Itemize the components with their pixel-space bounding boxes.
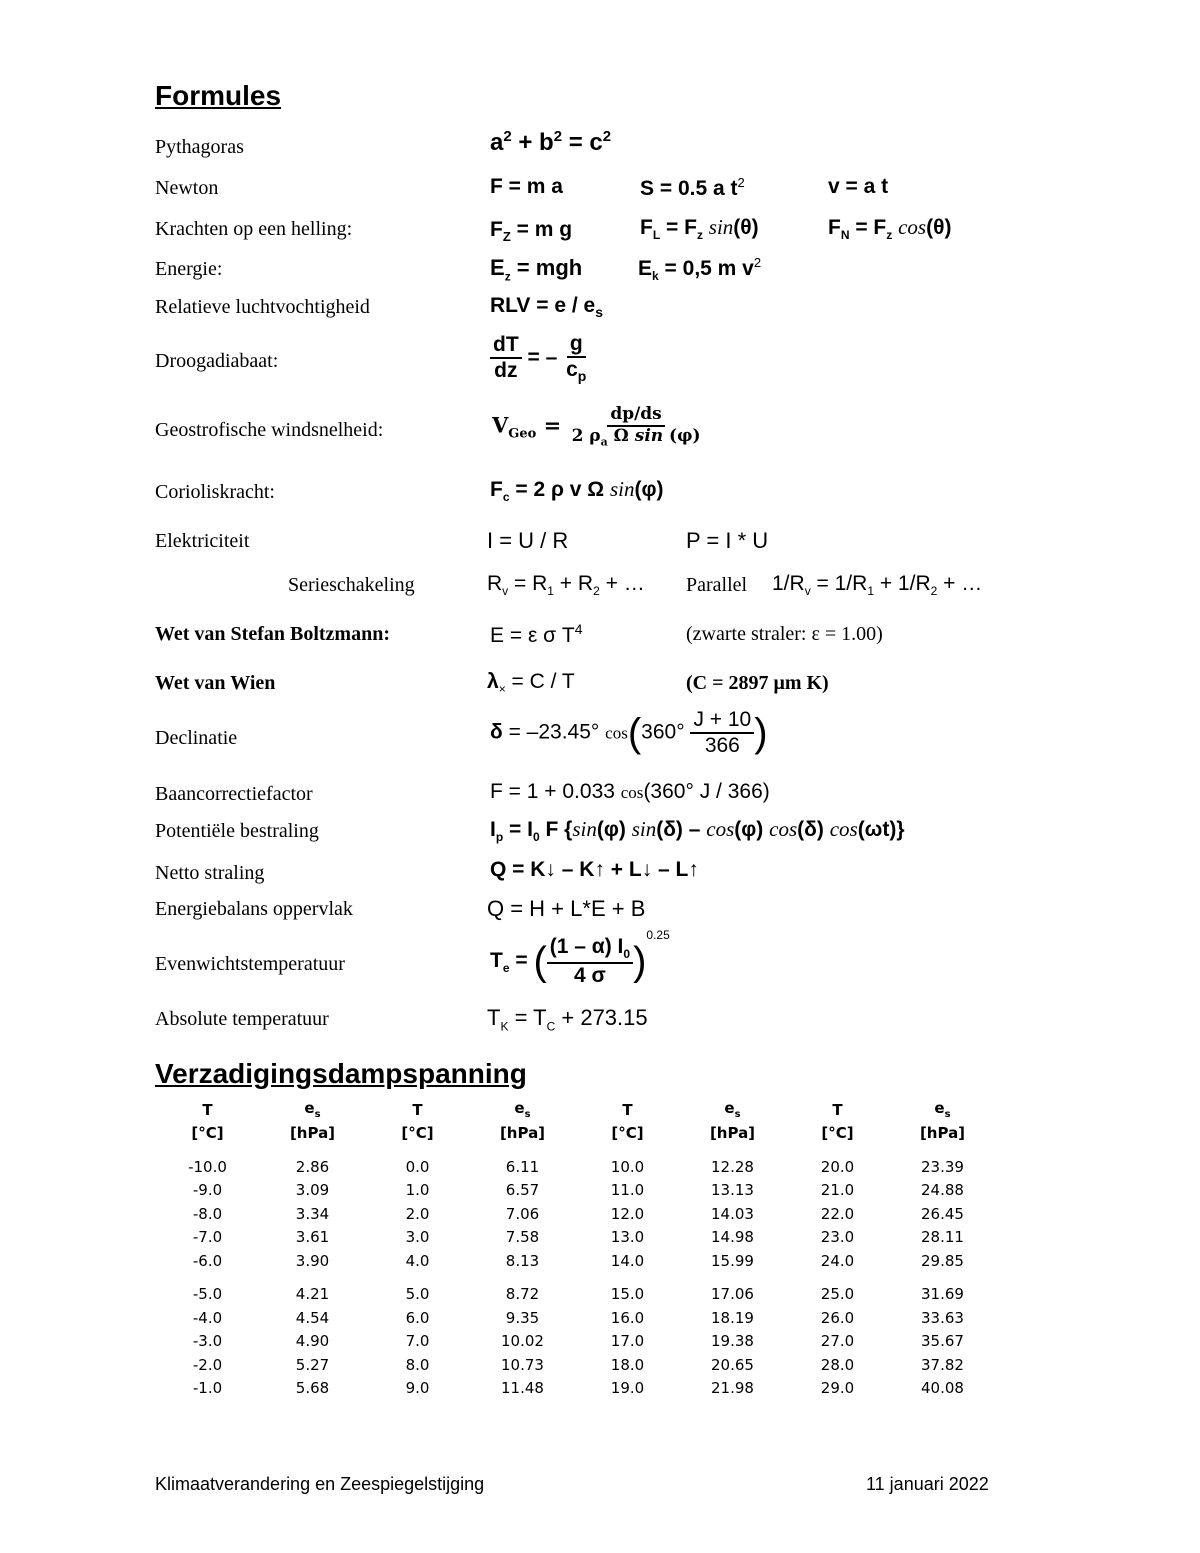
header-es: $e_s$ <box>934 1099 951 1121</box>
pressure-cell: 37.82 <box>921 1355 964 1374</box>
pressure-cell: 6.57 <box>505 1181 540 1200</box>
formula-geostrofisch: $V_{Geo}$ = $\frac{dp/ds}{2 \rho_a \Omega \sin (\varphi)}$ <box>492 404 701 448</box>
pressure-cell: 3.61 <box>295 1228 330 1247</box>
pressure-cell: 24.88 <box>921 1181 964 1200</box>
label-baan: Baancorrectiefactor <box>155 783 313 805</box>
temperature-cell: 26.0 <box>820 1308 855 1327</box>
pressure-cell: 23.39 <box>921 1157 964 1176</box>
header-t: T <box>412 1100 423 1119</box>
temperature-cell: 27.0 <box>820 1332 855 1351</box>
table-row <box>155 1179 995 1203</box>
table-row <box>155 1155 995 1179</box>
pressure-cell: 14.03 <box>711 1204 754 1223</box>
pressure-cell: 33.63 <box>921 1308 964 1327</box>
formula-potentiele: $I_p = I_0$ F {sin(φ) sin(δ) – cos(φ) cos(δ) cos(ωt)} <box>490 817 905 845</box>
temperature-cell: 7.0 <box>405 1332 430 1351</box>
stefan-note: (zwarte straler: ε = 1.00) <box>686 623 883 645</box>
temperature-cell: 15.0 <box>610 1285 645 1304</box>
formules-heading: Formules <box>155 80 282 111</box>
formula-netto: Q = K↓ – K↑ + L↓ – L↑ <box>490 858 699 881</box>
label-evenwicht: Evenwichtstemperatuur <box>155 953 345 975</box>
temperature-cell: -2.0 <box>192 1355 223 1374</box>
formula-rlv-text: RLV = e / e <box>490 294 596 317</box>
label-decl: Declinatie <box>155 727 238 749</box>
formula-declinatie: δ = –23.45° cos(360° $\frac{J + 10}{366}$ ) <box>490 708 768 758</box>
label-netto: Netto straling <box>155 862 265 884</box>
unit-c: [°C] <box>401 1124 434 1143</box>
unit-c: [°C] <box>821 1124 854 1143</box>
table-row <box>155 1330 995 1354</box>
table-header-row <box>155 1098 995 1122</box>
temperature-cell: -6.0 <box>192 1251 223 1270</box>
label-serie: Serieschakeling <box>288 574 415 596</box>
pressure-cell: 20.65 <box>711 1355 754 1374</box>
table-row <box>155 1202 995 1226</box>
pressure-cell: 3.09 <box>295 1181 330 1200</box>
formula-parallel: $1/R_v = 1/R_1 + 1/R_2$ + … <box>772 572 983 599</box>
pressure-cell: 5.27 <box>295 1355 330 1374</box>
formula-serie: $R_v = R_1 + R_2$ + … <box>487 572 645 599</box>
saturation-table <box>155 1098 995 1400</box>
temperature-cell: 25.0 <box>820 1285 855 1304</box>
pressure-cell: 13.13 <box>711 1181 754 1200</box>
label-krachten: Krachten op een helling: <box>155 218 353 240</box>
pressure-cell: 4.90 <box>295 1332 330 1351</box>
verzadiging-heading: Verzadigingsdampspanning <box>155 1058 527 1089</box>
pressure-cell: 2.86 <box>295 1157 330 1176</box>
temperature-cell: 9.0 <box>405 1379 430 1398</box>
pressure-cell: 8.13 <box>505 1251 540 1270</box>
formula-fn: $F_N = F_z$ cos(θ) <box>828 215 952 243</box>
label-rlv: Relatieve luchtvochtigheid <box>155 296 370 318</box>
unit-hpa: [hPa] <box>289 1124 336 1143</box>
temperature-cell: 28.0 <box>820 1355 855 1374</box>
formula-elek-power: P = I * U <box>686 528 769 553</box>
pressure-cell: 7.58 <box>505 1228 540 1247</box>
pressure-cell: 29.85 <box>921 1251 964 1270</box>
pressure-cell: 40.08 <box>921 1379 964 1398</box>
unit-hpa: [hPa] <box>709 1124 756 1143</box>
formula-rlv: RLV = e / $e_s$ <box>490 294 604 321</box>
temperature-cell: 19.0 <box>610 1379 645 1398</box>
pressure-cell: 12.28 <box>711 1157 754 1176</box>
table-body-b <box>155 1283 995 1401</box>
pressure-cell: 17.06 <box>711 1285 754 1304</box>
header-t: T <box>202 1100 213 1119</box>
formula-newton-force: F = m a <box>490 175 563 198</box>
pressure-cell: 3.90 <box>295 1251 330 1270</box>
formula-elek-ohm: I = U / R <box>487 528 569 553</box>
pressure-cell: 9.35 <box>505 1308 540 1327</box>
pressure-cell: 6.11 <box>505 1157 540 1176</box>
pressure-cell: 35.67 <box>921 1332 964 1351</box>
label-elek: Elektriciteit <box>155 530 250 552</box>
formula-ek: $E_k = 0,5$ m $v^2$ <box>638 255 762 284</box>
temperature-cell: 21.0 <box>820 1181 855 1200</box>
formula-absolute: $T_K = T_C + 273.15$ <box>487 1005 648 1034</box>
pressure-cell: 26.45 <box>921 1204 964 1223</box>
pressure-cell: 19.38 <box>711 1332 754 1351</box>
temperature-cell: 5.0 <box>405 1285 430 1304</box>
temperature-cell: 20.0 <box>820 1157 855 1176</box>
temperature-cell: 4.0 <box>405 1251 430 1270</box>
temperature-cell: -1.0 <box>192 1379 223 1398</box>
pressure-cell: 5.68 <box>295 1379 330 1398</box>
formula-coriolis: $F_c = 2$ ρ v Ω sin(φ) <box>490 477 664 505</box>
temperature-cell: 6.0 <box>405 1308 430 1327</box>
temperature-cell: -10.0 <box>188 1157 227 1176</box>
pressure-cell: 15.99 <box>711 1251 754 1270</box>
pressure-cell: 10.73 <box>501 1355 544 1374</box>
temperature-cell: 22.0 <box>820 1204 855 1223</box>
pressure-cell: 28.11 <box>921 1228 964 1247</box>
label-parallel: Parallel <box>686 574 748 596</box>
pressure-cell: 8.72 <box>505 1285 540 1304</box>
pressure-cell: 18.19 <box>711 1308 754 1327</box>
table-row <box>155 1249 995 1273</box>
pressure-cell: 11.48 <box>501 1379 544 1398</box>
label-energie: Energie: <box>155 258 223 280</box>
formula-energiebalans: Q = H + L*E + B <box>487 896 646 921</box>
temperature-cell: -4.0 <box>192 1308 223 1327</box>
formula-newton-velocity: v = a t <box>828 175 889 198</box>
pressure-cell: 7.06 <box>505 1204 540 1223</box>
table-row <box>155 1226 995 1250</box>
label-potent: Potentiële bestraling <box>155 820 319 842</box>
temperature-cell: 1.0 <box>405 1181 430 1200</box>
pressure-cell: 3.34 <box>295 1204 330 1223</box>
unit-c: [°C] <box>611 1124 644 1143</box>
temperature-cell: -3.0 <box>192 1332 223 1351</box>
temperature-cell: 29.0 <box>820 1379 855 1398</box>
table-row <box>155 1353 995 1377</box>
temperature-cell: -7.0 <box>192 1228 223 1247</box>
table-row <box>155 1306 995 1330</box>
temperature-cell: 24.0 <box>820 1251 855 1270</box>
formula-evenwicht: $T_e$ = ( $\frac{(1 - \alpha) I_0}{4 \sigma}$ )$^{0.25}$ <box>490 928 670 987</box>
temperature-cell: 18.0 <box>610 1355 645 1374</box>
table-row <box>155 1377 995 1401</box>
formula-ez: $E_z$ = mgh <box>490 255 583 284</box>
wien-note: (C = 2897 μm K) <box>686 672 829 694</box>
formula-fz: $F_Z = m$ g <box>490 218 573 245</box>
table-body-a <box>155 1155 995 1273</box>
formula-pythagoras: $a^2 + b^2 = c^2$ <box>490 128 612 156</box>
label-pythagoras: Pythagoras <box>155 136 244 158</box>
temperature-cell: 10.0 <box>610 1157 645 1176</box>
temperature-cell: 2.0 <box>405 1204 430 1223</box>
temperature-cell: 23.0 <box>820 1228 855 1247</box>
pressure-cell: 4.21 <box>295 1285 330 1304</box>
label-corio: Corioliskracht: <box>155 481 275 503</box>
footer-date: 11 januari 2022 <box>866 1474 989 1494</box>
temperature-cell: -8.0 <box>192 1204 223 1223</box>
unit-hpa: [hPa] <box>499 1124 546 1143</box>
header-es: $e_s$ <box>304 1099 321 1121</box>
temperature-cell: 0.0 <box>405 1157 430 1176</box>
formula-baancorrectie: F = 1 + 0.033 cos(360° J / 366) <box>490 780 770 803</box>
label-geo: Geostrofische windsnelheid: <box>155 419 384 441</box>
table-units-row <box>155 1122 995 1146</box>
unit-c: [°C] <box>191 1124 224 1143</box>
temperature-cell: 12.0 <box>610 1204 645 1223</box>
temperature-cell: 3.0 <box>405 1228 430 1247</box>
label-wien: Wet van Wien <box>155 672 276 694</box>
header-t: T <box>622 1100 633 1119</box>
header-es: $e_s$ <box>514 1099 531 1121</box>
label-absolute: Absolute temperatuur <box>155 1008 329 1030</box>
temperature-cell: 14.0 <box>610 1251 645 1270</box>
formula-droogadiabaat: $\frac{dT}{dz}$ = – $\frac{g}{c_p}$ <box>490 332 589 384</box>
footer-title: Klimaatverandering en Zeespiegelstijging <box>155 1474 485 1494</box>
formula-wien: $\lambda_\times = C / T$ <box>487 670 575 697</box>
pressure-cell: 31.69 <box>921 1285 964 1304</box>
pressure-cell: 4.54 <box>295 1308 330 1327</box>
unit-hpa: [hPa] <box>919 1124 966 1143</box>
formula-fl: $F_L = F_z$ sin(θ) <box>640 215 759 243</box>
formula-stefan: E = ε σ $T^4$ <box>490 621 583 647</box>
pressure-cell: 14.98 <box>711 1228 754 1247</box>
label-energiebal: Energiebalans oppervlak <box>155 898 353 920</box>
temperature-cell: 11.0 <box>610 1181 645 1200</box>
temperature-cell: 8.0 <box>405 1355 430 1374</box>
temperature-cell: 13.0 <box>610 1228 645 1247</box>
pressure-cell: 10.02 <box>501 1332 544 1351</box>
temperature-cell: -9.0 <box>192 1181 223 1200</box>
table-row <box>155 1283 995 1307</box>
header-es: $e_s$ <box>724 1099 741 1121</box>
label-droog: Droogadiabaat: <box>155 350 279 372</box>
label-stefan: Wet van Stefan Boltzmann: <box>155 623 390 645</box>
label-newton: Newton <box>155 177 219 199</box>
pressure-cell: 21.98 <box>711 1379 754 1398</box>
formula-newton-distance: S = 0.5 a $t^2$ <box>640 175 745 200</box>
temperature-cell: 17.0 <box>610 1332 645 1351</box>
temperature-cell: -5.0 <box>192 1285 223 1304</box>
temperature-cell: 16.0 <box>610 1308 645 1327</box>
header-t: T <box>832 1100 843 1119</box>
